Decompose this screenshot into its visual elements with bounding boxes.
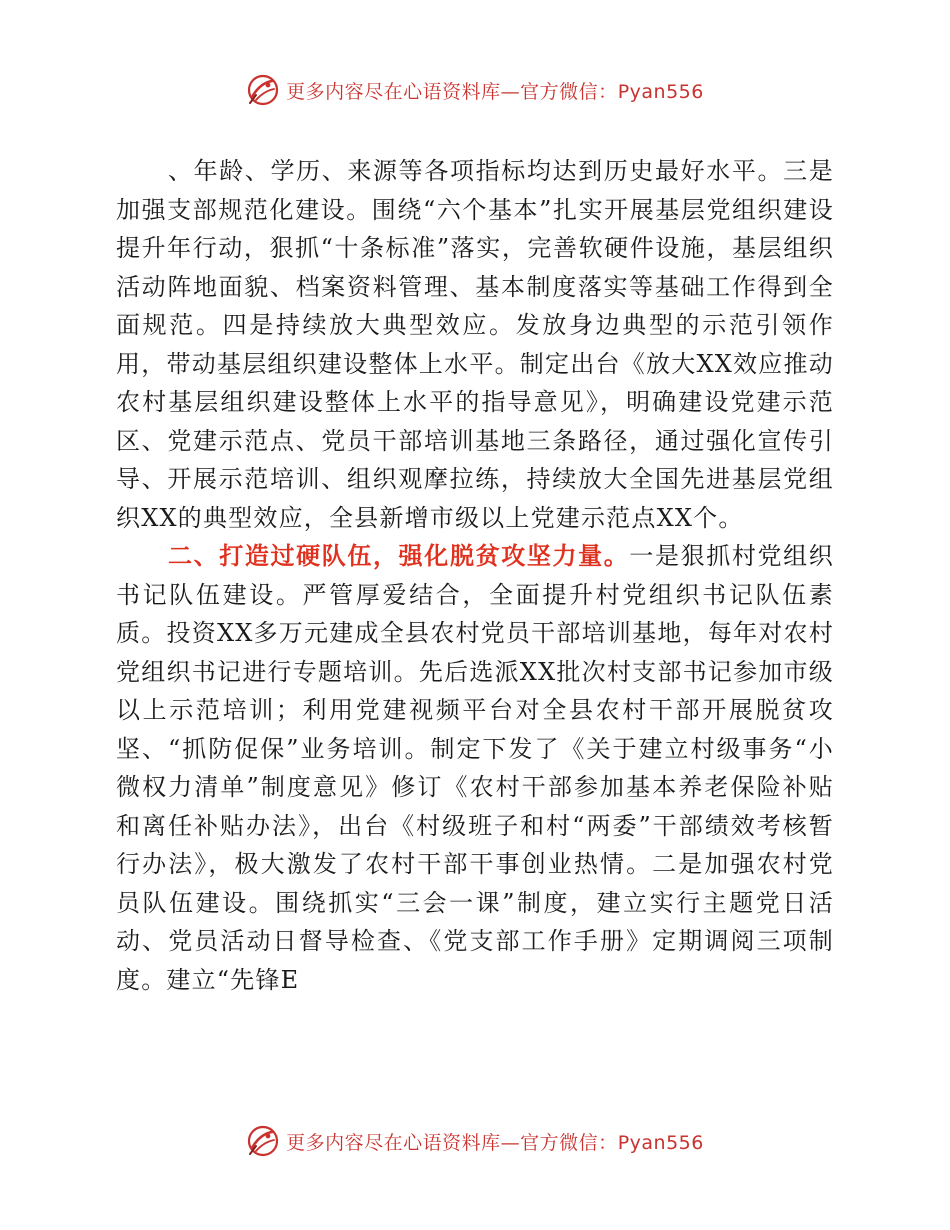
footer-banner-text [286,1128,704,1155]
document-body [116,152,834,999]
footer-banner [0,1121,950,1161]
paragraph-2-text: 一是狠抓村党组织书记队伍建设。严管厚爱结合，全面提升村党组织书记队伍素质。投资XX多万元建成全县农村党员干部培训基地，每年对农村党组织书记进行专题培训。先后选派XX批次村支部书记参加市级以上示范培训；利用党建视频平台对全县农村干部开展脱贫攻坚、“抓防促保”业务培训。制定下发了《关于建立村级事务“小微权力清单”制度意见》修订《农村干部参加基本养老保险补贴和离任补贴办法》，出台《村级班子和村“两委”干部绩效考核暂行办法》，极大激发了农村干部干事创业热情。二是加强农村党员队伍建设。围绕抓实“三会一课”制度，建立实行主题党日活动、党员活动日督导检查、《党支部工作手册》定期调阅三项制度。建立“先锋E [116,542,834,994]
header-banner-inner [246,73,704,107]
header-wechat-id: Pyan556 [617,80,704,103]
seal-logo-icon [246,1124,280,1158]
paragraph-2 [116,537,834,999]
header-banner-dash: — [500,80,521,103]
header-banner-main: 更多内容尽在心语资料库 [286,80,501,103]
header-banner-tail: 官方微信： [520,80,618,103]
footer-banner-dash: — [500,1131,521,1154]
header-banner-text [286,77,704,104]
seal-logo-icon [246,73,280,107]
footer-banner-tail: 官方微信： [520,1131,618,1154]
footer-banner-main: 更多内容尽在心语资料库 [286,1131,501,1154]
header-banner [0,70,950,110]
section-heading-2: 二、打造过硬队伍，强化脱贫攻坚力量。 [168,541,630,570]
footer-wechat-id: Pyan556 [617,1131,704,1154]
paragraph-1: 、年龄、学历、来源等各项指标均达到历史最好水平。三是加强支部规范化建设。围绕“六个基本”扎实开展基层党组织建设提升年行动，狠抓“十条标准”落实，完善软硬件设施，基层组织活动阵地面貌、档案资料管理、基本制度落实等基础工作得到全面规范。四是持续放大典型效应。发放身边典型的示范引领作用，带动基层组织建设整体上水平。制定出台《放大XX效应推动农村基层组织建设整体上水平的指导意见》，明确建设党建示范区、党建示范点、党员干部培训基地三条路径，通过强化宣传引导、开展示范培训、组织观摩拉练，持续放大全国先进基层党组织XX的典型效应，全县新增市级以上党建示范点XX个。 [116,157,834,532]
footer-banner-inner [246,1124,704,1158]
